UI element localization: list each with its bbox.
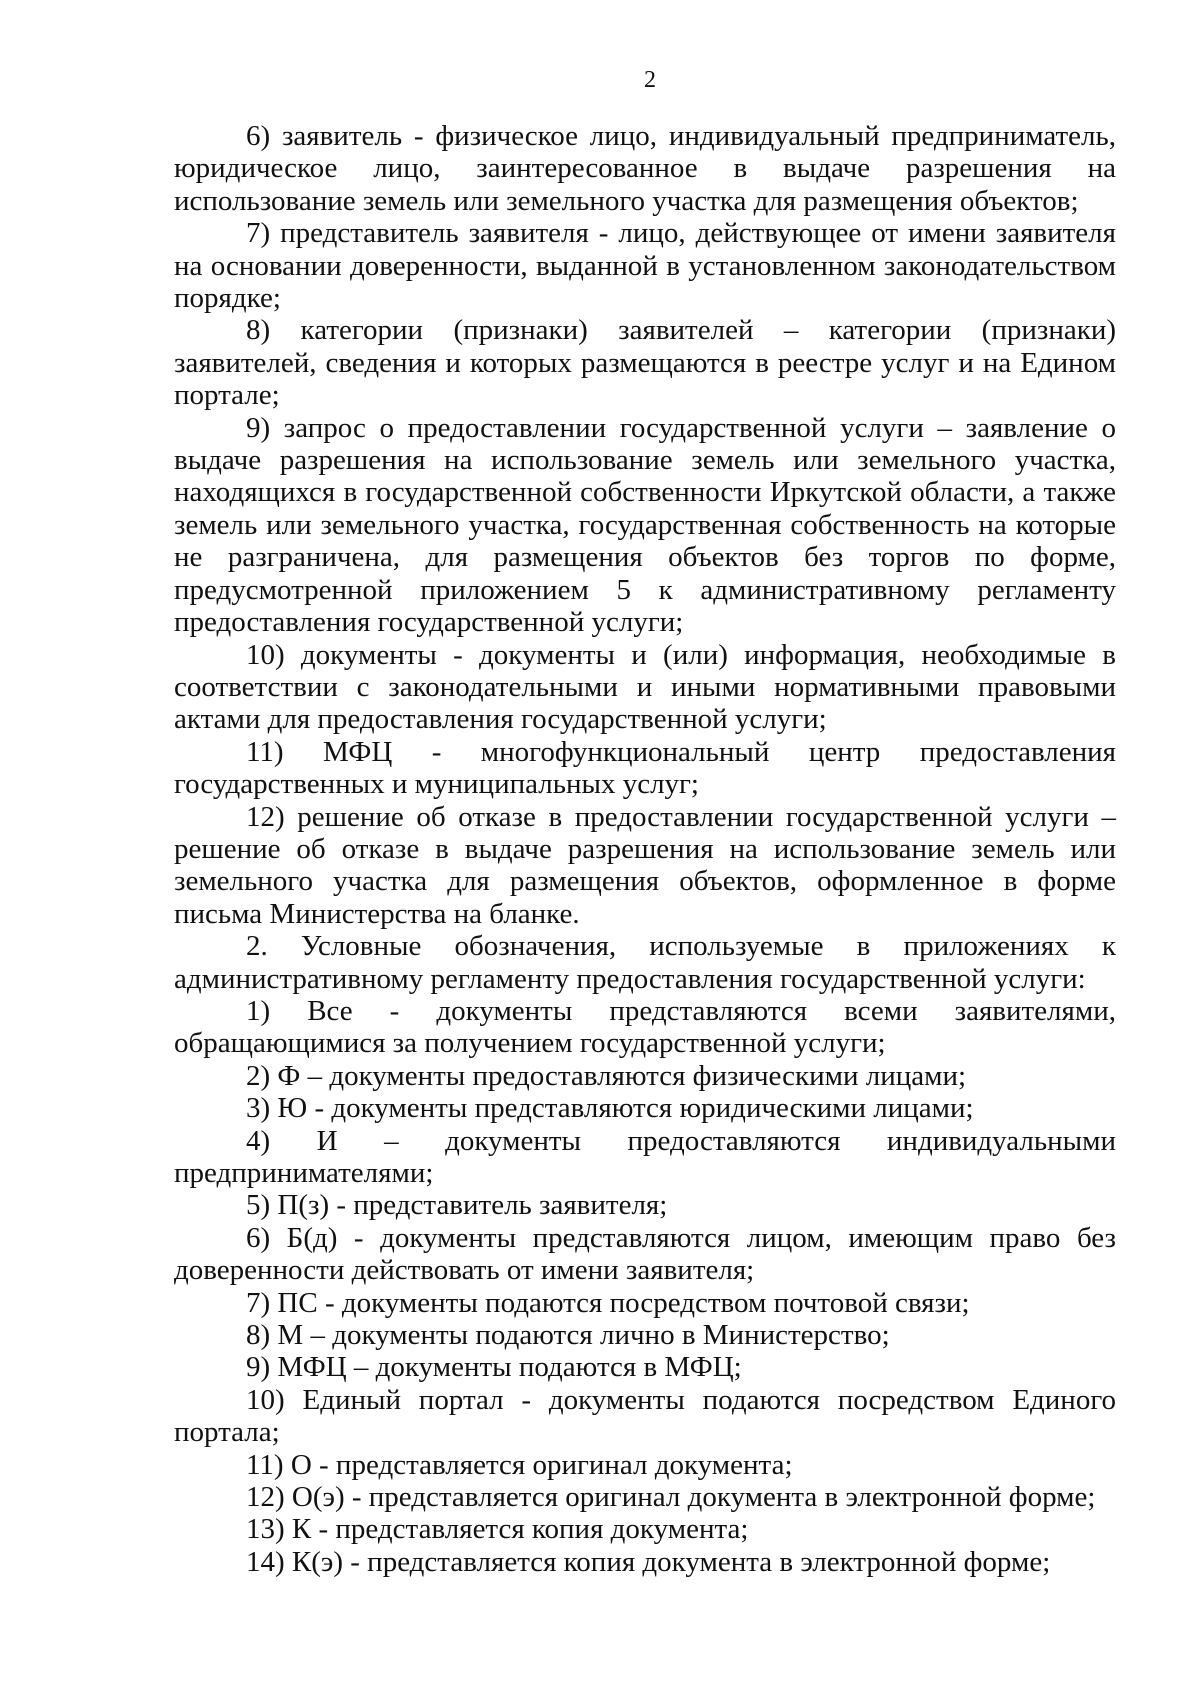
paragraph-symbol-7: 7) ПС - документы подаются посредством почтовой связи; (246, 1286, 970, 1319)
paragraph-definition-8: 8) категории (признаки) заявителей – категории (признаки) заявителей, сведения и которых размещаются в реестре услуг и на Едином портале; (174, 314, 1116, 412)
paragraph-symbol-6: 6) Б(д) - документы представляются лицом, имеющим право без доверенности действовать от имени заявителя; (174, 1221, 1116, 1287)
paragraph-definition-9: 9) запрос о предоставлении государственной услуги – заявление о выдаче разрешения на использование земель или земельного участка, находящихся в государственной собственности Иркутской области, а также земель или земельного участка, государственная собственность на которые не разграничена, для размещения объектов без торгов по форме, предусмотренной приложением 5 к административному регламенту предоставления государственной услуги; (174, 411, 1116, 639)
paragraph-section-2-heading: 2. Условные обозначения, используемые в приложениях к административному регламенту предоставления государственной услуги: (174, 930, 1116, 995)
paragraph-symbol-1: 1) Все - документы представляются всеми заявителями, обращающимися за получением государственной услуги; (174, 994, 1116, 1060)
paragraph-symbol-3: 3) Ю - документы представляются юридическими лицами; (246, 1092, 974, 1125)
paragraph-definition-10: 10) документы - документы и (или) информация, необходимые в соответствии с законодательными и иными нормативными правовыми актами для предоставления государственной услуги; (174, 638, 1116, 736)
paragraph-definition-12: 12) решение об отказе в предоставлении государственной услуги – решение об отказе в выдаче разрешения на использование земель или земельного участка для размещения объектов, оформленное в форме письма Министерства на бланке. (174, 800, 1116, 930)
paragraph-symbol-4: 4) И – документы предоставляются индивидуальными предпринимателями; (174, 1124, 1116, 1189)
paragraph-definition-11: 11) МФЦ - многофункциональный центр предоставления государственных и муниципальных услуг; (174, 735, 1116, 801)
paragraph-definition-7: 7) представитель заявителя - лицо, действующее от имени заявителя на основании доверенности, выданной в установленном законодательством порядке; (174, 217, 1116, 315)
document-body (174, 120, 1116, 1578)
page-number: 2 (644, 67, 656, 93)
paragraph-symbol-12: 12) О(э) - представляется оригинал документа в электронной форме; (246, 1481, 1096, 1514)
paragraph-symbol-10: 10) Единый портал - документы подаются посредством Единого портала; (174, 1383, 1116, 1449)
paragraph-symbol-14: 14) К(э) - представляется копия документа в электронной форме; (246, 1545, 1051, 1578)
paragraph-symbol-8: 8) М – документы подаются лично в Министерство; (246, 1319, 890, 1352)
paragraph-symbol-13: 13) К - представляется копия документа; (246, 1513, 749, 1546)
paragraph-symbol-5: 5) П(з) - представитель заявителя; (246, 1189, 668, 1222)
paragraph-symbol-2: 2) Ф – документы предоставляются физическими лицами; (246, 1059, 967, 1092)
paragraph-definition-6: 6) заявитель - физическое лицо, индивидуальный предприниматель, юридическое лицо, заинтересованное в выдаче разрешения на использование земель или земельного участка для размещения объектов; (174, 120, 1116, 217)
paragraph-symbol-9: 9) МФЦ – документы подаются в МФЦ; (246, 1351, 742, 1384)
paragraph-symbol-11: 11) О - представляется оригинал документа; (246, 1448, 793, 1481)
